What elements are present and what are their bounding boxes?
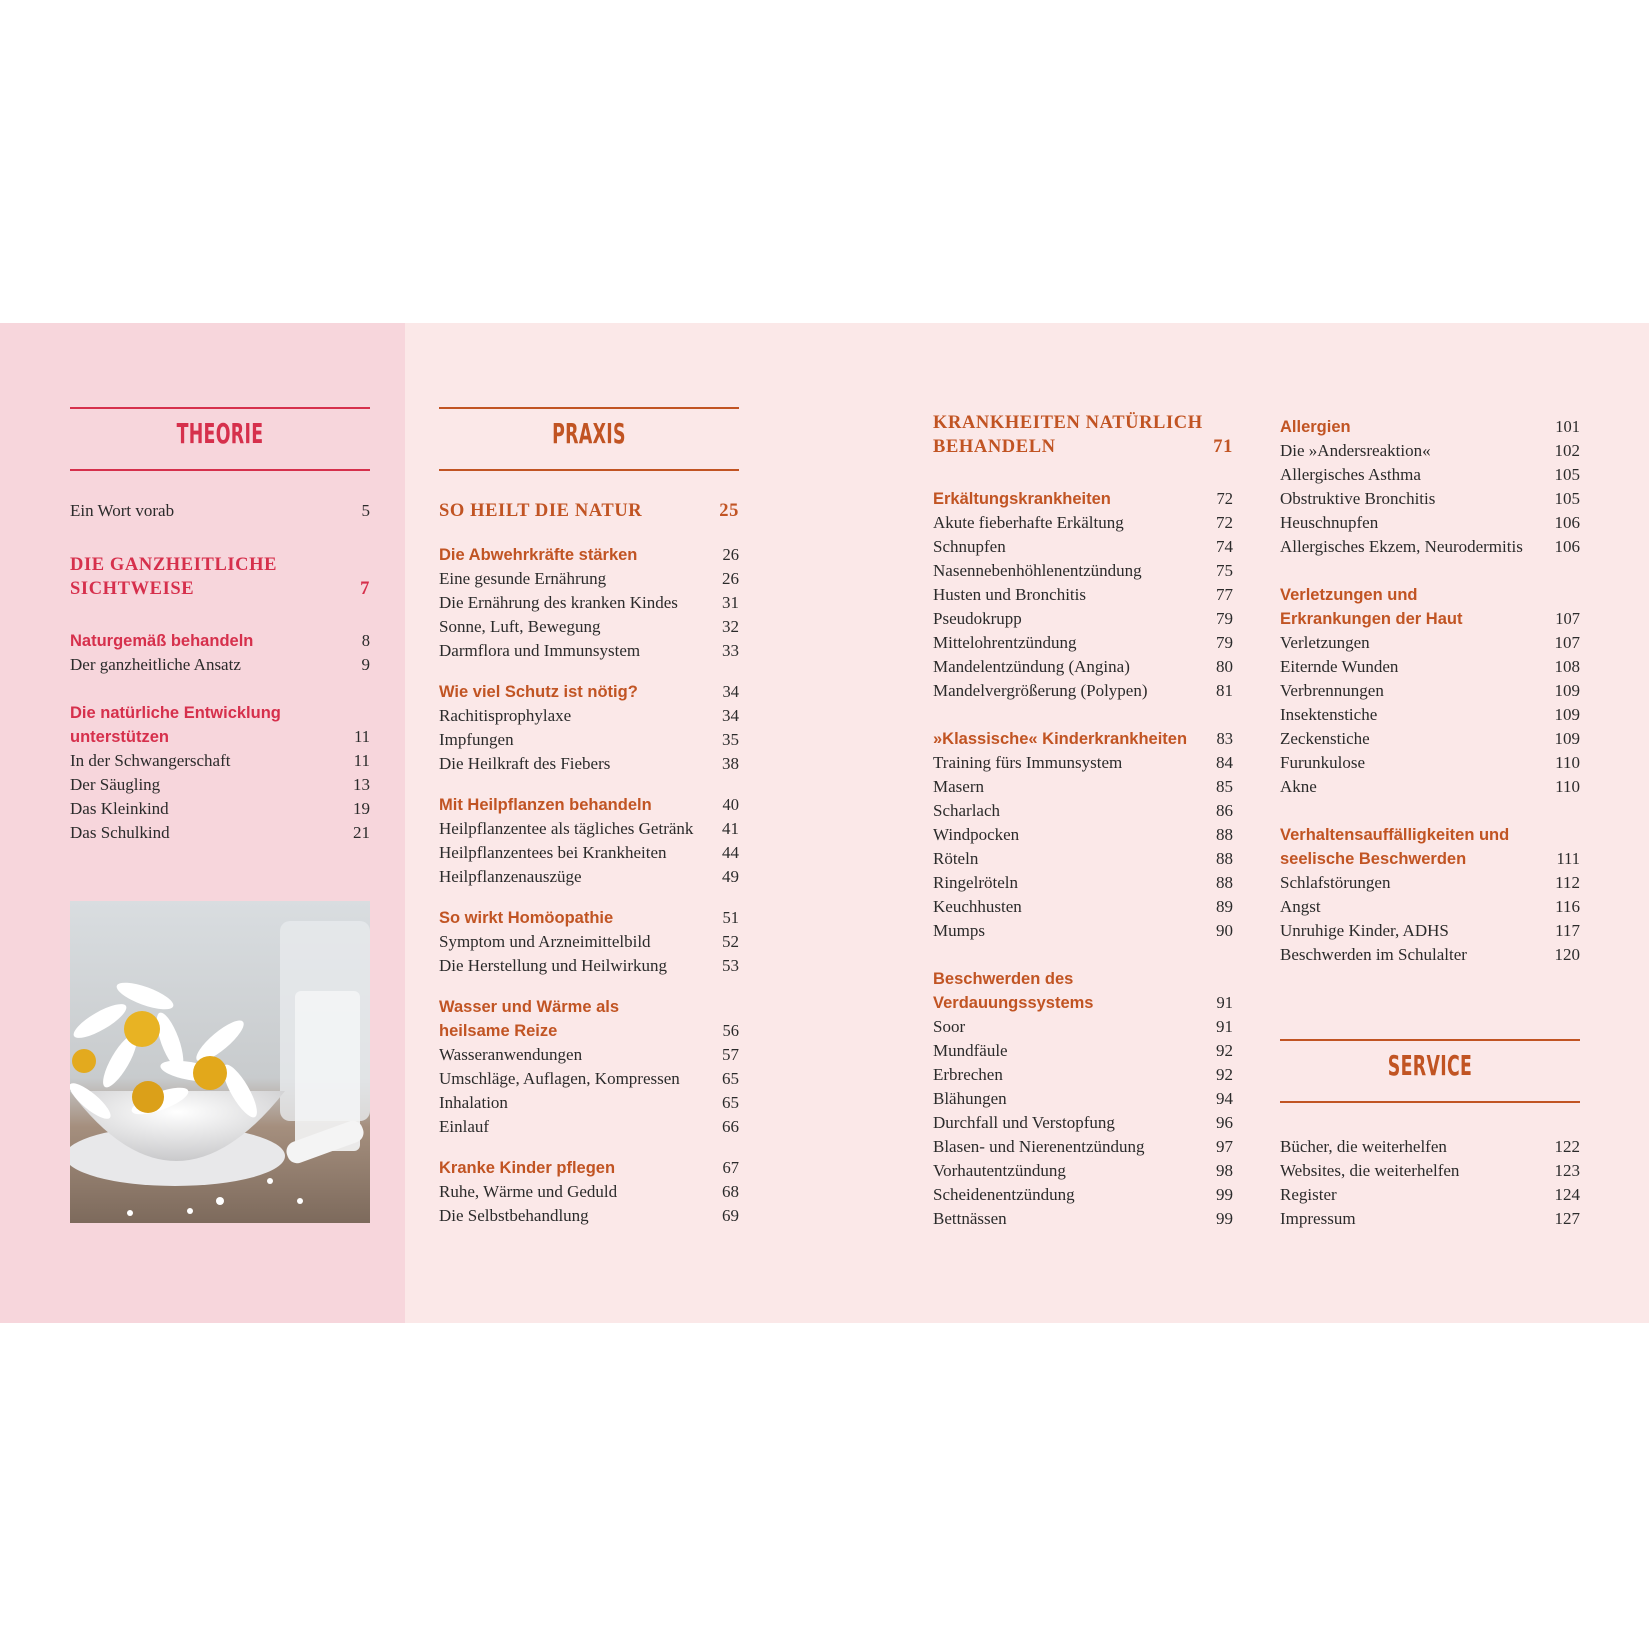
toc-title: Insektenstiche (1280, 705, 1378, 724)
toc-page: 98 (1216, 1161, 1233, 1180)
toc-entry[interactable] (1280, 535, 1580, 559)
toc-entry[interactable] (933, 1039, 1233, 1063)
theorie-rule-top (70, 407, 370, 409)
toc-page: 120 (1554, 945, 1580, 964)
toc-title: Mundfäule (933, 1041, 1008, 1060)
toc-title: Das Kleinkind (70, 799, 169, 818)
toc-title: Blasen- und Nierenentzündung (933, 1137, 1145, 1156)
section-page: 101 (1555, 417, 1580, 436)
section-heading[interactable] (933, 727, 1233, 751)
toc-page: 107 (1554, 633, 1580, 652)
toc-entry[interactable] (439, 865, 739, 889)
toc-title: Ein Wort vorab (70, 501, 175, 520)
toc-title: Der ganzheitliche Ansatz (70, 655, 241, 674)
toc-entry[interactable] (933, 607, 1233, 631)
toc-page: 124 (1554, 1185, 1580, 1204)
toc-page: 88 (1216, 849, 1233, 868)
toc-entry[interactable] (933, 511, 1233, 535)
section-title: Kranke Kinder pflegen (439, 1159, 616, 1177)
toc-title: Vorhautentzündung (933, 1161, 1066, 1180)
toc-page: 99 (1216, 1209, 1233, 1228)
toc-page: 38 (722, 754, 739, 773)
section-title: Mit Heilpflanzen behandeln (439, 796, 652, 814)
chapter-page: 71 (1213, 437, 1233, 457)
service-rule-top (1280, 1039, 1580, 1041)
toc-title: Rachitisprophylaxe (439, 706, 572, 725)
section-title: Wie viel Schutz ist nötig? (439, 683, 638, 701)
toc-title: Das Schulkind (70, 823, 170, 842)
toc-page: 85 (1216, 777, 1233, 796)
toc-title: Blähungen (933, 1089, 1007, 1108)
toc-page: 33 (722, 641, 739, 660)
theorie-heading: THEORIE (176, 417, 264, 450)
toc-entry[interactable] (1280, 1159, 1580, 1183)
toc-page: 74 (1216, 537, 1233, 556)
toc-page: 72 (1216, 513, 1233, 532)
chapter-page: 7 (360, 579, 370, 599)
service-rule-bottom (1280, 1101, 1580, 1103)
toc-page: 88 (1216, 873, 1233, 892)
toc-title: Die Selbstbehandlung (439, 1206, 589, 1225)
toc-title: Mittelohrentzündung (933, 633, 1077, 652)
toc-title: Sonne, Luft, Bewegung (439, 617, 601, 636)
section-heading[interactable] (1280, 847, 1580, 871)
toc-entry[interactable] (1280, 703, 1580, 727)
section-heading[interactable] (439, 995, 739, 1019)
toc-entry[interactable] (439, 1180, 739, 1204)
section-heading[interactable] (933, 991, 1233, 1015)
toc-title: Nasennebenhöhlenentzündung (933, 561, 1142, 580)
toc-page: 13 (353, 775, 370, 794)
toc-title: Mumps (933, 921, 985, 940)
toc-page: 32 (722, 617, 739, 636)
toc-title: Ringelröteln (933, 873, 1018, 892)
section-heading[interactable] (70, 629, 370, 653)
section-title: Erkältungskrankheiten (933, 490, 1111, 508)
toc-title: Eiternde Wunden (1280, 657, 1399, 676)
service-heading: SERVICE (1387, 1049, 1473, 1082)
toc-entry[interactable] (70, 653, 370, 677)
toc-entry[interactable] (933, 1063, 1233, 1087)
toc-title: Masern (933, 777, 984, 796)
toc-entry[interactable] (1280, 919, 1580, 943)
section-title-line1: Wasser und Wärme als (439, 998, 620, 1016)
toc-entry[interactable] (439, 704, 739, 728)
toc-entry[interactable] (933, 1087, 1233, 1111)
toc-entry[interactable] (1280, 871, 1580, 895)
toc-page: 53 (722, 956, 739, 975)
toc-page: 109 (1554, 729, 1580, 748)
toc-title: Training fürs Immunsystem (933, 753, 1123, 772)
toc-entry[interactable] (933, 775, 1233, 799)
toc-title: Register (1280, 1185, 1337, 1204)
toc-entry[interactable] (70, 821, 370, 845)
toc-entry[interactable] (933, 919, 1233, 943)
section-page: 91 (1216, 993, 1233, 1012)
toc-page: 68 (722, 1182, 739, 1201)
toc-entry[interactable] (933, 535, 1233, 559)
section-page: 111 (1556, 849, 1580, 868)
toc-title: Verletzungen (1280, 633, 1370, 652)
toc-entry[interactable] (439, 817, 739, 841)
section-title-line1: Die natürliche Entwicklung (70, 704, 281, 722)
toc-entry[interactable] (439, 1067, 739, 1091)
section-page: 83 (1216, 729, 1233, 748)
toc-page: 80 (1216, 657, 1233, 676)
toc-entry[interactable] (933, 799, 1233, 823)
toc-page: 66 (722, 1117, 739, 1136)
toc-entry[interactable] (1280, 943, 1580, 967)
section-title-line2: Erkrankungen der Haut (1280, 610, 1463, 628)
section-page: 8 (361, 631, 370, 650)
toc-entry[interactable] (933, 559, 1233, 583)
chapter-title: SO HEILT DIE NATUR (439, 501, 643, 521)
toc-page: 65 (722, 1093, 739, 1112)
toc-entry[interactable] (439, 841, 739, 865)
toc-page: 31 (722, 593, 739, 612)
section-page: 67 (722, 1158, 739, 1177)
toc-title: Furunkulose (1280, 753, 1365, 772)
toc-page: 109 (1554, 705, 1580, 724)
toc-entry[interactable] (1280, 439, 1580, 463)
toc-page: 92 (1216, 1065, 1233, 1084)
toc-page: 99 (1216, 1185, 1233, 1204)
section-page: 72 (1216, 489, 1233, 508)
toc-entry[interactable] (70, 499, 370, 523)
toc-entry[interactable] (1280, 751, 1580, 775)
toc-title: Die Heilkraft des Fiebers (439, 754, 611, 773)
toc-title: Die Herstellung und Heilwirkung (439, 956, 668, 975)
toc-entry[interactable] (1280, 679, 1580, 703)
toc-page: 105 (1554, 465, 1580, 484)
toc-page: 105 (1554, 489, 1580, 508)
toc-title: Heilpflanzentees bei Krankheiten (439, 843, 667, 862)
toc-title: Akne (1280, 777, 1317, 796)
toc-title: Mandelentzündung (Angina) (933, 657, 1130, 676)
section-heading[interactable] (933, 487, 1233, 511)
toc-entry[interactable] (933, 871, 1233, 895)
toc-title: Einlauf (439, 1117, 490, 1136)
toc-title: Pseudokrupp (933, 609, 1022, 628)
toc-entry[interactable] (439, 1115, 739, 1139)
section-page: 40 (722, 795, 739, 814)
toc-page: 65 (722, 1069, 739, 1088)
toc-entry[interactable] (933, 631, 1233, 655)
toc-title: Eine gesunde Ernährung (439, 569, 607, 588)
toc-page: 108 (1554, 657, 1580, 676)
chapter-title-line2: SICHTWEISE (70, 579, 195, 599)
toc-entry[interactable] (70, 773, 370, 797)
section-title-line2: unterstützen (70, 728, 169, 746)
toc-page: 79 (1216, 609, 1233, 628)
section-heading[interactable] (1280, 823, 1580, 847)
toc-title: Ruhe, Wärme und Geduld (439, 1182, 618, 1201)
toc-entry[interactable] (439, 752, 739, 776)
toc-page: 97 (1216, 1137, 1233, 1156)
toc-entry[interactable] (439, 567, 739, 591)
toc-title: Soor (933, 1017, 966, 1036)
toc-entry[interactable] (439, 591, 739, 615)
toc-page: 86 (1216, 801, 1233, 820)
section-heading[interactable] (439, 1156, 739, 1180)
toc-entry[interactable] (933, 655, 1233, 679)
toc-page: 123 (1554, 1161, 1580, 1180)
toc-entry[interactable] (439, 639, 739, 663)
toc-title: Obstruktive Bronchitis (1280, 489, 1436, 508)
toc-title: Umschläge, Auflagen, Kompressen (439, 1069, 680, 1088)
toc-title: Scheidenentzündung (933, 1185, 1075, 1204)
toc-title: Erbrechen (933, 1065, 1003, 1084)
section-page: 26 (722, 545, 739, 564)
toc-page: 49 (722, 867, 739, 886)
section-title: Naturgemäß behandeln (70, 632, 254, 650)
chapter-title-line2: BEHANDELN (933, 437, 1056, 457)
toc-page: 88 (1216, 825, 1233, 844)
toc-entry[interactable] (933, 1111, 1233, 1135)
section-heading[interactable] (439, 906, 739, 930)
toc-page: 57 (722, 1045, 739, 1064)
toc-page: 69 (722, 1206, 739, 1225)
toc-title: Keuchhusten (933, 897, 1022, 916)
toc-entry[interactable] (1280, 895, 1580, 919)
toc-page: 94 (1216, 1089, 1233, 1108)
toc-page: 11 (353, 751, 370, 770)
chapter-heading[interactable] (933, 411, 1233, 435)
section-title: So wirkt Homöopathie (439, 909, 614, 927)
toc-entry[interactable] (439, 930, 739, 954)
toc-title: Heilpflanzentee als tägliches Getränk (439, 819, 694, 838)
section-title-line2: Verdauungssystems (933, 994, 1094, 1012)
toc-title: Wasseranwendungen (439, 1045, 583, 1064)
toc-title: Bettnässen (933, 1209, 1007, 1228)
toc-title: Husten und Bronchitis (933, 585, 1086, 604)
toc-entry[interactable] (1280, 655, 1580, 679)
toc-entry[interactable] (933, 1135, 1233, 1159)
toc-title: Symptom und Arzneimittelbild (439, 932, 651, 951)
section-title: Allergien (1280, 418, 1351, 436)
toc-title: Die Ernährung des kranken Kindes (439, 593, 678, 612)
toc-title: Schlafstörungen (1280, 873, 1391, 892)
toc-page: 21 (353, 823, 370, 842)
section-heading[interactable] (439, 543, 739, 567)
toc-entry[interactable] (933, 751, 1233, 775)
toc-title: Heuschnupfen (1280, 513, 1379, 532)
toc-title: Allergisches Ekzem, Neurodermitis (1280, 537, 1523, 556)
toc-title: Windpocken (933, 825, 1020, 844)
book-spread (0, 323, 1649, 1323)
section-page: 34 (722, 682, 739, 701)
toc-entry[interactable] (933, 1015, 1233, 1039)
section-title: Die Abwehrkräfte stärken (439, 546, 638, 564)
toc-entry[interactable] (439, 615, 739, 639)
toc-title: Verbrennungen (1280, 681, 1384, 700)
toc-title: Websites, die weiterhelfen (1280, 1161, 1460, 1180)
section-heading[interactable] (70, 725, 370, 749)
toc-page: 19 (353, 799, 370, 818)
toc-page: 26 (722, 569, 739, 588)
toc-entry[interactable] (439, 1043, 739, 1067)
chapter-title-line1: KRANKHEITEN NATÜRLICH (933, 413, 1203, 433)
toc-title: Bücher, die weiterhelfen (1280, 1137, 1447, 1156)
toc-title: Darmflora und Immunsystem (439, 641, 641, 660)
chapter-heading[interactable] (70, 577, 370, 601)
toc-page: 90 (1216, 921, 1233, 940)
toc-page: 81 (1216, 681, 1233, 700)
toc-entry[interactable] (1280, 487, 1580, 511)
toc-page: 102 (1554, 441, 1580, 460)
toc-page: 41 (722, 819, 739, 838)
toc-page: 127 (1554, 1209, 1580, 1228)
toc-title: Röteln (933, 849, 979, 868)
toc-title: Impressum (1280, 1209, 1356, 1228)
toc-entry[interactable] (1280, 511, 1580, 535)
toc-entry[interactable] (933, 1183, 1233, 1207)
toc-page: 35 (722, 730, 739, 749)
toc-title: Beschwerden im Schulalter (1280, 945, 1467, 964)
section-title-line2: seelische Beschwerden (1280, 850, 1467, 868)
section-heading[interactable] (439, 793, 739, 817)
praxis-rule-bottom (439, 469, 739, 471)
toc-page: 112 (1555, 873, 1580, 892)
section-heading[interactable] (70, 701, 370, 725)
toc-title: Der Säugling (70, 775, 161, 794)
section-title-line1: Beschwerden des (933, 970, 1074, 988)
toc-entry[interactable] (933, 847, 1233, 871)
section-heading[interactable] (439, 680, 739, 704)
toc-page: 75 (1216, 561, 1233, 580)
toc-page: 92 (1216, 1041, 1233, 1060)
toc-title: Impfungen (439, 730, 514, 749)
section-page: 51 (722, 908, 739, 927)
toc-title: Zeckenstiche (1280, 729, 1370, 748)
toc-page: 96 (1216, 1113, 1233, 1132)
chapter-heading[interactable] (70, 553, 370, 577)
toc-title: Die »Andersreaktion« (1280, 441, 1431, 460)
toc-page: 110 (1555, 777, 1580, 796)
toc-title: Durchfall und Verstopfung (933, 1113, 1115, 1132)
toc-entry[interactable] (439, 954, 739, 978)
toc-entry[interactable] (933, 1159, 1233, 1183)
toc-title: Heilpflanzenauszüge (439, 867, 582, 886)
section-title-line1: Verhaltensauffälligkeiten und (1280, 826, 1510, 844)
section-title-line1: Verletzungen und (1280, 586, 1418, 604)
toc-entry[interactable] (933, 895, 1233, 919)
toc-title: Schnupfen (933, 537, 1006, 556)
toc-page: 106 (1554, 513, 1580, 532)
chapter-page: 25 (719, 501, 739, 521)
praxis-heading: PRAXIS (552, 417, 626, 450)
toc-entry[interactable] (1280, 775, 1580, 799)
toc-entry[interactable] (933, 823, 1233, 847)
toc-entry[interactable] (1280, 631, 1580, 655)
toc-entry[interactable] (933, 679, 1233, 703)
toc-page: 77 (1216, 585, 1233, 604)
toc-page: 84 (1216, 753, 1233, 772)
toc-page: 79 (1216, 633, 1233, 652)
toc-title: Angst (1280, 897, 1321, 916)
toc-title: In der Schwangerschaft (70, 751, 231, 770)
toc-entry[interactable] (70, 749, 370, 773)
toc-page: 5 (361, 501, 370, 520)
section-title: »Klassische« Kinderkrankheiten (933, 730, 1188, 748)
toc-entry[interactable] (1280, 1207, 1580, 1231)
toc-entry[interactable] (1280, 1135, 1580, 1159)
toc-page: 110 (1555, 753, 1580, 772)
chamomile-photo (70, 901, 370, 1223)
toc-page: 9 (361, 655, 370, 674)
section-heading[interactable] (439, 1019, 739, 1043)
toc-title: Mandelvergrößerung (Polypen) (933, 681, 1148, 700)
toc-entry[interactable] (933, 1207, 1233, 1231)
toc-entry[interactable] (439, 728, 739, 752)
toc-page: 91 (1216, 1017, 1233, 1036)
section-heading[interactable] (1280, 415, 1580, 439)
section-page: 11 (354, 727, 370, 746)
toc-page: 44 (722, 843, 739, 862)
section-title-line2: heilsame Reize (439, 1022, 558, 1040)
section-page: 56 (722, 1021, 739, 1040)
section-heading[interactable] (1280, 607, 1580, 631)
toc-page: 122 (1554, 1137, 1580, 1156)
toc-page: 34 (722, 706, 739, 725)
toc-title: Inhalation (439, 1093, 508, 1112)
section-page: 107 (1555, 609, 1580, 628)
section-heading[interactable] (933, 967, 1233, 991)
toc-page: 52 (722, 932, 739, 951)
theorie-rule-bottom (70, 469, 370, 471)
toc-page: 116 (1555, 897, 1580, 916)
toc-page: 117 (1555, 921, 1580, 940)
toc-entry[interactable] (70, 797, 370, 821)
toc-entry[interactable] (439, 1204, 739, 1228)
chapter-heading[interactable] (439, 499, 739, 523)
chapter-title-line1: DIE GANZHEITLICHE (70, 555, 278, 575)
toc-entry[interactable] (1280, 463, 1580, 487)
chapter-heading[interactable] (933, 435, 1233, 459)
toc-entry[interactable] (933, 583, 1233, 607)
toc-title: Akute fieberhafte Erkältung (933, 513, 1124, 532)
toc-title: Scharlach (933, 801, 1001, 820)
toc-page: 89 (1216, 897, 1233, 916)
toc-page: 106 (1554, 537, 1580, 556)
section-heading[interactable] (1280, 583, 1580, 607)
toc-entry[interactable] (439, 1091, 739, 1115)
toc-entry[interactable] (1280, 727, 1580, 751)
toc-title: Allergisches Asthma (1280, 465, 1421, 484)
praxis-rule-top (439, 407, 739, 409)
toc-title: Unruhige Kinder, ADHS (1280, 921, 1449, 940)
toc-entry[interactable] (1280, 1183, 1580, 1207)
toc-page: 109 (1554, 681, 1580, 700)
